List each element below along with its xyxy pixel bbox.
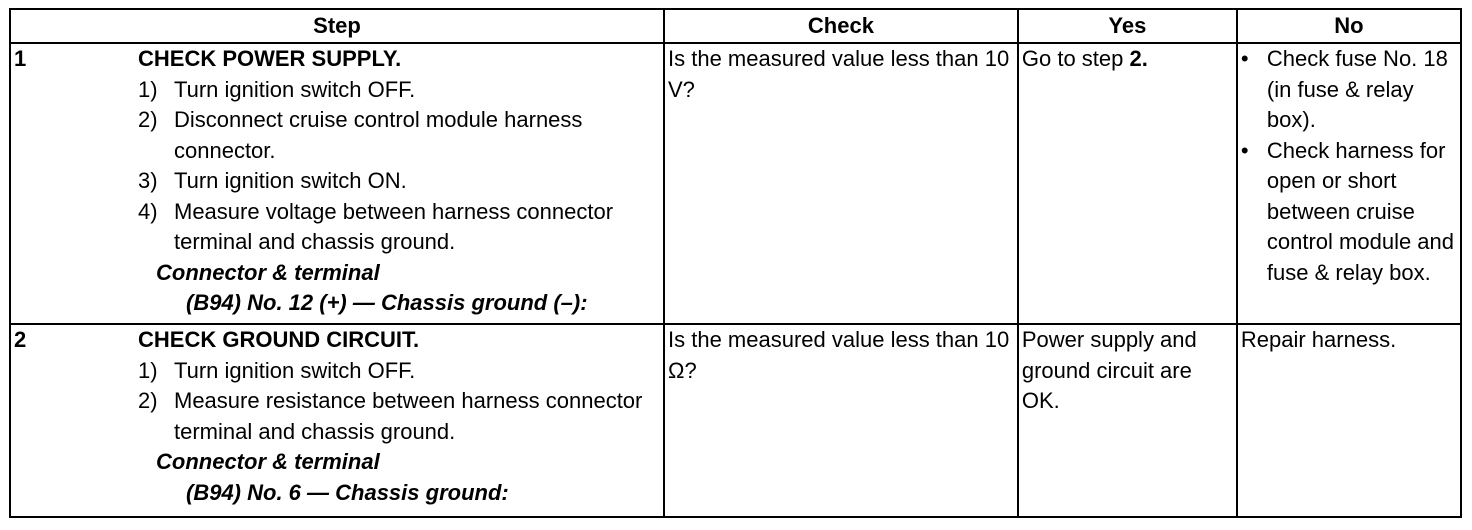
step-number: 1 — [14, 46, 27, 71]
substep: 2) Disconnect cruise control module harness connector. — [138, 107, 583, 163]
step-number: 2 — [14, 327, 27, 352]
no-bullet: • Check fuse No. 18 (in fuse & relay box). — [1240, 46, 1448, 132]
substep: 3) Turn ignition switch ON. — [138, 168, 407, 193]
substep: 2) Measure resistance between harness connector terminal and chassis ground. — [138, 388, 643, 444]
connector-value: (B94) No. 12 (+) — Chassis ground (–): — [186, 290, 588, 315]
check-cell: Is the measured value less than 10 Ω? — [664, 324, 1018, 517]
check-cell: Is the measured value less than 10 V? — [664, 43, 1018, 324]
connector-label: Connector & terminal — [156, 259, 380, 285]
no-bullet: • Check harness for open or short between cruise control module and fuse & relay box. — [1240, 137, 1455, 285]
no-cell — [1237, 43, 1461, 324]
substep: 1) Turn ignition switch OFF. — [138, 357, 416, 383]
connector-value: (B94) No. 6 — Chassis ground: — [186, 479, 509, 505]
header-yes: Yes — [1018, 9, 1237, 43]
table-row — [10, 43, 1461, 324]
header-step: Step — [10, 9, 664, 43]
step-cell — [10, 43, 664, 324]
header-check: Check — [664, 9, 1018, 43]
yes-cell: Go to step 2. — [1018, 43, 1237, 324]
yes-cell: Power supply and ground circuit are OK. — [1018, 324, 1237, 517]
connector-label: Connector & terminal — [156, 449, 380, 474]
header-row — [10, 9, 1461, 43]
diagnostic-table — [9, 8, 1462, 518]
step-link: 2. — [1129, 46, 1148, 71]
no-cell: Repair harness. — [1237, 324, 1461, 517]
step-title: CHECK POWER SUPPLY. — [138, 46, 402, 71]
substep: 4) Measure voltage between harness connector terminal and chassis ground. — [138, 198, 614, 254]
substep: 1) Turn ignition switch OFF. — [138, 76, 416, 102]
step-title: CHECK GROUND CIRCUIT. — [138, 327, 420, 352]
header-no: No — [1237, 9, 1461, 43]
table-row — [10, 324, 1461, 517]
step-cell — [10, 324, 664, 517]
